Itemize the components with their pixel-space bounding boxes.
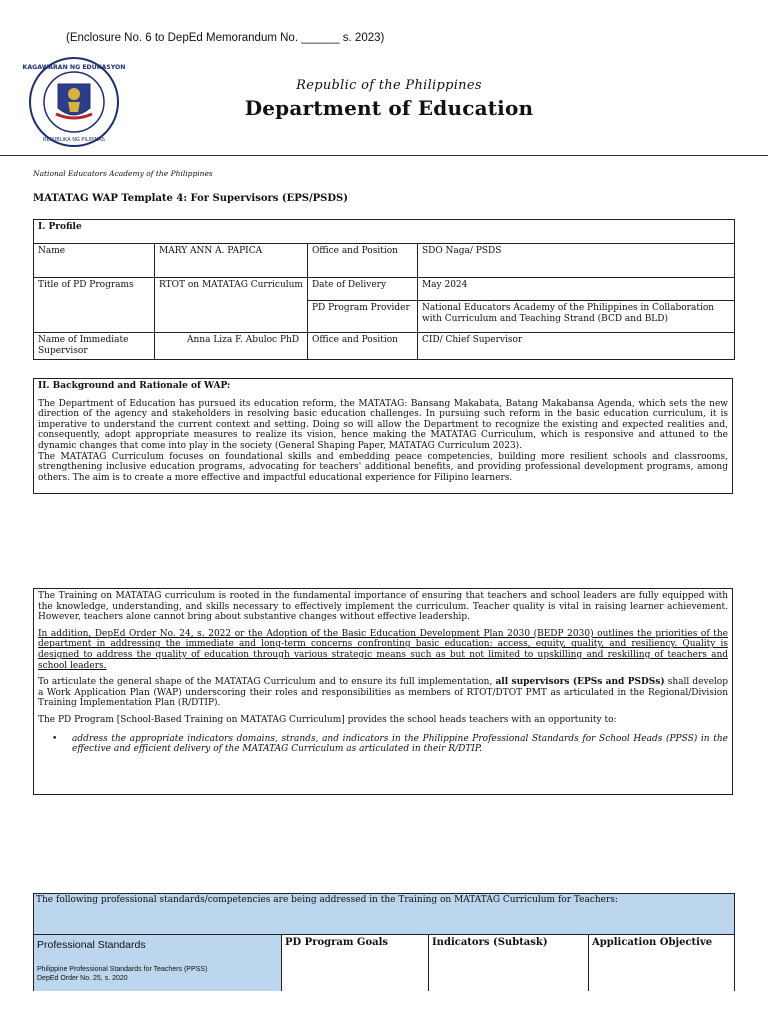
professional-standards-cell [34,935,282,991]
name-label: Name [34,244,155,278]
background-paragraph-1: The Department of Education has pursued its education reform, the MATATAG: Bansang Makabata, Batang Makabansa Agenda, which sets the new direction of the agency and stakeholders in resolving basic education challenges. In pursuing such reform in the basic education curriculum, it is imperative to understand the current context and setting. Doing so will allow the Department to recognize the existing and expected realities and, consequently, adopt appropriate measures to realize its vision, hence making the MATATAG Curriculum, which is responsive and attuned to the dynamic changes that come into play in the society (General Shaping Paper, MATATAG Curriculum 2023). [38,398,728,451]
rationale-paragraph-3: To articulate the general shape of the MATATAG Curriculum and to ensure its full implementation, all supervisors (EPSs and PSDSs) shall develop a Work Application Plan (WAP) underscoring their roles and responsibilities as members of RTOT/DTOT PMT as articulated in the Regional/Division Training Implementation Plan (R/DTIP). [38,677,728,709]
standards-intro: The following professional standards/competencies are being addressed in the Training on MATATAG Curriculum for Teachers: [33,893,735,935]
delivery-label: Date of Delivery [307,278,417,301]
svg-text:KAGAWARAN NG EDUKASYON: KAGAWARAN NG EDUKASYON [22,64,126,71]
rationale-paragraph-2: In addition, DepEd Order No. 24, s. 2022 or the Adoption of the Basic Education Development Plan 2030 (BEDP 2030) outlines the priorities of the department in addressing the immediate and long-term concerns confronting basic education: access, equity, quality, and resiliency. Quality is designed to address the quality of education through various strategic means such as but not limited to upskilling and reskilling of teachers and school leaders. [38,628,728,671]
bullet-text: address the appropriate indicators domains, strands, and indicators in the Philippine Professional Standards for School Heads (PPSS) in the effective and efficient delivery of the MATATAG Curriculum as articulated in their R/DTIP. [72,733,728,755]
delivery-value: May 2024 [417,278,734,301]
list-item [52,734,728,755]
supervisor-spacer [155,333,184,360]
department-heading: Department of Education [244,96,534,120]
bullet-icon: • [52,733,58,744]
supervisor-value: Anna Liza F. Abuloc PhD [183,333,307,360]
supervisor-label: Name of Immediate Supervisor [34,333,155,360]
standards-table [33,893,735,991]
rationale-section [33,588,733,795]
indicators-header: Indicators (Subtask) [429,935,589,991]
provider-value: National Educators Academy of the Philippines in Collaboration with Curriculum and Teaching Strand (BCD and BLD) [417,301,734,333]
background-paragraph-2: The MATATAG Curriculum focuses on foundational skills and embedding peace competencies, building more resilient schools and classrooms, strengthening inclusive education programs, advocating for teachers' additional benefits, and providing professional development programs, among others. The aim is to create a more effective and impactful educational experience for Filipino learners. [38,451,728,483]
professional-standards-title: Professional Standards [37,939,146,951]
background-section [33,378,733,494]
republic-heading: Republic of the Philippines [296,78,482,93]
profile-table [33,219,735,360]
provider-label: PD Program Provider [307,301,417,333]
rationale-paragraph-1: The Training on MATATAG curriculum is rooted in the fundamental importance of ensuring that teachers and school leaders are fully equipped with the knowledge, understanding, and skills necessary to effectively implement the curriculum. Teacher quality is vital in raising learner achievement. However, teachers alone cannot bring about substantive changes without effective leadership. [38,591,728,623]
office-label: Office and Position [307,244,417,278]
office2-value: CID/ Chief Supervisor [417,333,734,360]
name-value: MARY ANN A. PAPICA [155,244,308,278]
application-objective-header: Application Objective [592,937,713,948]
svg-text:REPUBLIKA NG PILIPINAS: REPUBLIKA NG PILIPINAS [43,137,105,143]
rationale-paragraph-4: The PD Program [School-Based Training on MATATAG Curriculum] provides the school heads teachers with an opportunity to: [38,714,617,725]
standards-header-row [33,935,735,991]
header-divider [0,155,768,156]
office-value: SDO Naga/ PSDS [417,244,734,278]
academy-name: National Educators Academy of the Philippines [33,169,213,178]
profile-section-label: I. Profile [34,220,735,244]
background-heading: II. Background and Rationale of WAP: [38,381,231,391]
pd-goals-header: PD Program Goals [282,935,429,991]
pd-title-value: RTOT on MATATAG Curriculum [155,278,308,333]
office2-label: Office and Position [307,333,417,360]
pd-title-label: Title of PD Programs [34,278,155,333]
enclosure-note: (Enclosure No. 6 to DepEd Memorandum No. ______ s. 2023) [66,32,385,44]
template-title: MATATAG WAP Template 4: For Supervisors (EPS/PSDS) [33,193,349,204]
professional-standards-subtitle: Philippine Professional Standards for Teachers (PPSS) DepEd Order No. 25, s. 2020 [37,966,208,982]
